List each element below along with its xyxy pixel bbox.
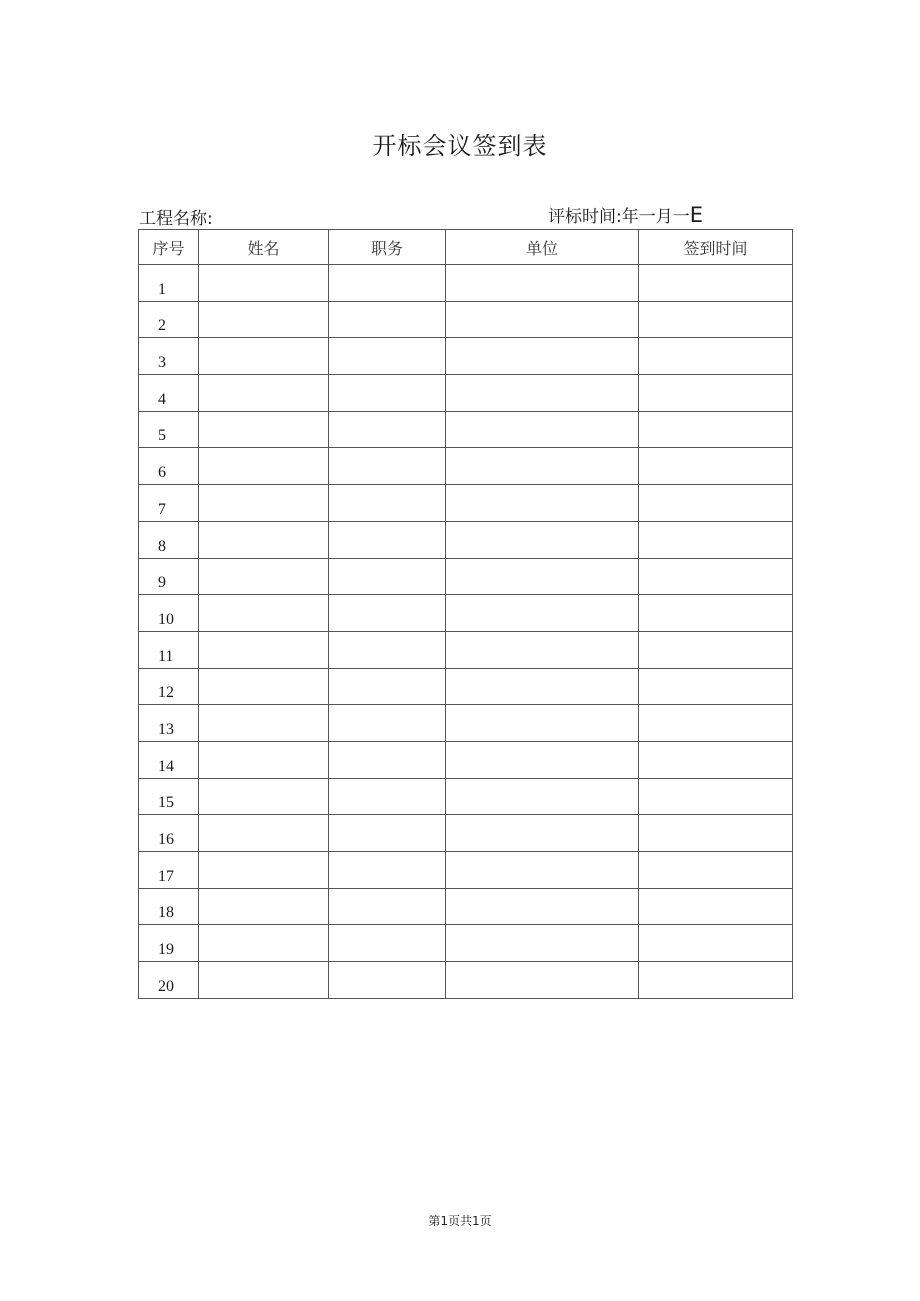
organization-cell[interactable] xyxy=(446,375,639,412)
sign-in-time-cell[interactable] xyxy=(639,558,793,595)
header-organization: 单位 xyxy=(446,230,639,265)
name-cell[interactable] xyxy=(199,558,329,595)
table-row xyxy=(139,741,793,778)
name-cell[interactable] xyxy=(199,888,329,925)
table-row xyxy=(139,301,793,338)
table-body xyxy=(139,265,793,999)
position-cell[interactable] xyxy=(329,778,446,815)
position-cell[interactable] xyxy=(329,448,446,485)
name-cell[interactable] xyxy=(199,852,329,889)
sign-in-time-cell[interactable] xyxy=(639,852,793,889)
evaluation-time-label xyxy=(548,202,703,227)
row-serial-number: 7 xyxy=(139,485,199,522)
sign-in-table xyxy=(138,229,793,999)
header-sign-in-time: 签到时间 xyxy=(639,230,793,265)
organization-cell[interactable] xyxy=(446,595,639,632)
sign-in-time-cell[interactable] xyxy=(639,301,793,338)
sign-in-time-cell[interactable] xyxy=(639,815,793,852)
row-serial-number: 8 xyxy=(139,521,199,558)
table-row xyxy=(139,448,793,485)
table-row xyxy=(139,521,793,558)
name-cell[interactable] xyxy=(199,448,329,485)
organization-cell[interactable] xyxy=(446,705,639,742)
sign-in-time-cell[interactable] xyxy=(639,338,793,375)
row-serial-number: 18 xyxy=(139,888,199,925)
sign-in-time-cell[interactable] xyxy=(639,962,793,999)
position-cell[interactable] xyxy=(329,558,446,595)
name-cell[interactable] xyxy=(199,265,329,302)
position-cell[interactable] xyxy=(329,668,446,705)
project-name-label: 工程名称: xyxy=(139,209,213,229)
name-cell[interactable] xyxy=(199,595,329,632)
name-cell[interactable] xyxy=(199,301,329,338)
table-row xyxy=(139,668,793,705)
sign-in-time-cell[interactable] xyxy=(639,631,793,668)
position-cell[interactable] xyxy=(329,852,446,889)
position-cell[interactable] xyxy=(329,338,446,375)
sign-in-time-cell[interactable] xyxy=(639,705,793,742)
organization-cell[interactable] xyxy=(446,558,639,595)
table-row xyxy=(139,888,793,925)
table-row xyxy=(139,778,793,815)
table-row xyxy=(139,595,793,632)
sign-in-time-cell[interactable] xyxy=(639,668,793,705)
position-cell[interactable] xyxy=(329,925,446,962)
row-serial-number: 13 xyxy=(139,705,199,742)
row-serial-number: 12 xyxy=(139,668,199,705)
organization-cell[interactable] xyxy=(446,778,639,815)
sign-in-time-cell[interactable] xyxy=(639,521,793,558)
document-title: 开标会议签到表 xyxy=(372,132,548,160)
name-cell[interactable] xyxy=(199,338,329,375)
row-serial-number: 20 xyxy=(139,962,199,999)
table-row xyxy=(139,485,793,522)
table-row xyxy=(139,558,793,595)
table-row xyxy=(139,815,793,852)
evaluation-time-tail: E xyxy=(689,203,704,227)
organization-cell[interactable] xyxy=(446,448,639,485)
name-cell[interactable] xyxy=(199,925,329,962)
table-row xyxy=(139,265,793,302)
name-cell[interactable] xyxy=(199,668,329,705)
row-serial-number: 16 xyxy=(139,815,199,852)
row-serial-number: 3 xyxy=(139,338,199,375)
table-row xyxy=(139,705,793,742)
organization-cell[interactable] xyxy=(446,485,639,522)
header-position: 职务 xyxy=(329,230,446,265)
name-cell[interactable] xyxy=(199,778,329,815)
row-serial-number: 10 xyxy=(139,595,199,632)
sign-in-time-cell[interactable] xyxy=(639,925,793,962)
table-row xyxy=(139,852,793,889)
organization-cell[interactable] xyxy=(446,741,639,778)
sign-in-time-cell[interactable] xyxy=(639,741,793,778)
organization-cell[interactable] xyxy=(446,668,639,705)
name-cell[interactable] xyxy=(199,631,329,668)
row-serial-number: 6 xyxy=(139,448,199,485)
name-cell[interactable] xyxy=(199,705,329,742)
row-serial-number: 1 xyxy=(139,265,199,302)
page-footer: 第1页共1页 xyxy=(428,1214,492,1228)
table-row xyxy=(139,631,793,668)
sign-in-time-cell[interactable] xyxy=(639,888,793,925)
sign-in-time-cell[interactable] xyxy=(639,265,793,302)
organization-cell[interactable] xyxy=(446,852,639,889)
position-cell[interactable] xyxy=(329,705,446,742)
position-cell[interactable] xyxy=(329,301,446,338)
organization-cell[interactable] xyxy=(446,631,639,668)
row-serial-number: 9 xyxy=(139,558,199,595)
table-row xyxy=(139,375,793,412)
sign-in-time-cell[interactable] xyxy=(639,778,793,815)
organization-cell[interactable] xyxy=(446,265,639,302)
sign-in-time-cell[interactable] xyxy=(639,595,793,632)
name-cell[interactable] xyxy=(199,521,329,558)
row-serial-number: 17 xyxy=(139,852,199,889)
position-cell[interactable] xyxy=(329,888,446,925)
table-row xyxy=(139,338,793,375)
name-cell[interactable] xyxy=(199,815,329,852)
organization-cell[interactable] xyxy=(446,925,639,962)
table-header-row xyxy=(139,230,793,265)
sign-in-time-cell[interactable] xyxy=(639,411,793,448)
header-serial-number: 序号 xyxy=(139,230,199,265)
organization-cell[interactable] xyxy=(446,815,639,852)
organization-cell[interactable] xyxy=(446,962,639,999)
position-cell[interactable] xyxy=(329,595,446,632)
row-serial-number: 4 xyxy=(139,375,199,412)
sign-in-time-cell[interactable] xyxy=(639,485,793,522)
organization-cell[interactable] xyxy=(446,301,639,338)
position-cell[interactable] xyxy=(329,741,446,778)
organization-cell[interactable] xyxy=(446,411,639,448)
sign-in-time-cell[interactable] xyxy=(639,448,793,485)
row-serial-number: 5 xyxy=(139,411,199,448)
header-name: 姓名 xyxy=(199,230,329,265)
position-cell[interactable] xyxy=(329,485,446,522)
row-serial-number: 11 xyxy=(139,631,199,668)
table-row xyxy=(139,411,793,448)
position-cell[interactable] xyxy=(329,521,446,558)
position-cell[interactable] xyxy=(329,962,446,999)
position-cell[interactable] xyxy=(329,815,446,852)
evaluation-time-text: 评标时间:年一月一 xyxy=(548,207,690,227)
name-cell[interactable] xyxy=(199,375,329,412)
row-serial-number: 2 xyxy=(139,301,199,338)
name-cell[interactable] xyxy=(199,741,329,778)
organization-cell[interactable] xyxy=(446,888,639,925)
organization-cell[interactable] xyxy=(446,521,639,558)
position-cell[interactable] xyxy=(329,265,446,302)
row-serial-number: 15 xyxy=(139,778,199,815)
position-cell[interactable] xyxy=(329,631,446,668)
name-cell[interactable] xyxy=(199,411,329,448)
row-serial-number: 14 xyxy=(139,741,199,778)
table-row xyxy=(139,925,793,962)
name-cell[interactable] xyxy=(199,962,329,999)
position-cell[interactable] xyxy=(329,411,446,448)
row-serial-number: 19 xyxy=(139,925,199,962)
organization-cell[interactable] xyxy=(446,338,639,375)
sign-in-time-cell[interactable] xyxy=(639,375,793,412)
position-cell[interactable] xyxy=(329,375,446,412)
name-cell[interactable] xyxy=(199,485,329,522)
table-row xyxy=(139,962,793,999)
